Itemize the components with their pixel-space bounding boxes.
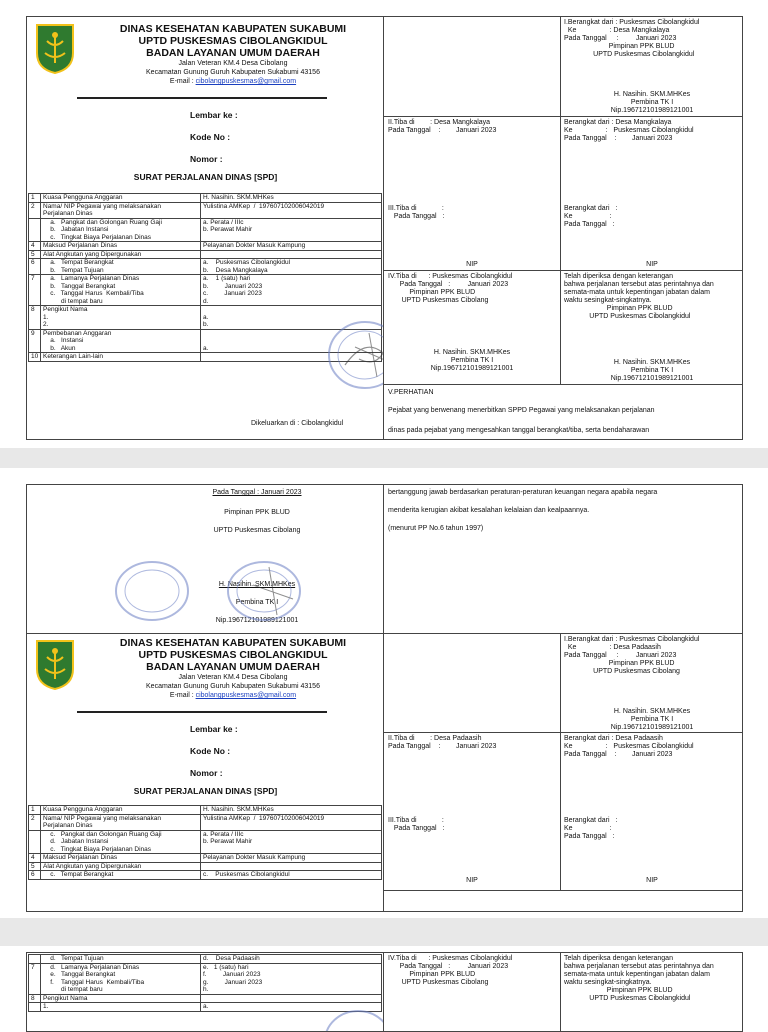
- row-value: [201, 250, 382, 259]
- row-label: c. Pangkat dan Golongan Ruang Gaji d. Jabatan Instansi c. Tingkat Biaya Perjalanan Dinas: [41, 830, 201, 854]
- kode-label: Kode No :: [190, 132, 231, 142]
- row-label: a. Pangkat dan Golongan Ruang Gaji b. Jabatan Instansi c. Tingkat Biaya Perjalanan Dinas: [41, 218, 201, 242]
- table-row: [29, 871, 382, 880]
- section-i-text: I.Berangkat dari : Puskesmas Cibolangkidul Ke : Desa Mangkalaya Pada Tanggal : Januari 2023 Pimpinan PPK BLUD UPTD Puskesmas Cibolangkidul: [564, 19, 700, 58]
- nomor-label: Nomor :: [190, 154, 223, 164]
- responsibility-line-1: bertanggung jawab berdasarkan peraturan-peraturan keuangan negara apabila negara: [388, 489, 658, 496]
- section-ii-right: Berangkat dari : Desa Padaasih Ke : Puskesmas Cibolangkidul Pada Tanggal : Januari 2023: [564, 735, 694, 758]
- header-email: E-mail : cibolangpuskesmas@gmail.com: [169, 78, 297, 85]
- right-column-2: [384, 485, 743, 912]
- row-label: a. Lamanya Perjalanan Dinas b. Tanggal Berangkat c. Tanggal Harus Kembali/Tiba di tempat baru: [41, 275, 201, 306]
- row-label: Alat Angkutan yang Dipergunakan: [41, 250, 201, 259]
- row-number: 6: [29, 259, 41, 275]
- row-value: Yulistina AMKep / 197607102006042019: [201, 814, 382, 830]
- spd-page-3: [26, 952, 743, 1032]
- table-row: [29, 830, 382, 854]
- row-number: 2: [29, 814, 41, 830]
- section-i-signature: H. Nasihin. SKM.MHKes Pembina TK I Nip.196712101989121001: [610, 708, 694, 731]
- responsibility-line-2: menderita kerugian akibat kesalahan kelalaian dan kealpaannya.: [388, 507, 590, 514]
- section-i: [384, 633, 743, 733]
- perhatian-line-1: Pejabat yang berwenang menerbitkan SPPD Pegawai yang melaksanakan perjalanan: [388, 407, 655, 414]
- header-email: E-mail : cibolangpuskesmas@gmail.com: [169, 692, 297, 699]
- row-number: 5: [29, 250, 41, 259]
- continuation-pimpinan: Pimpinan PPK BLUD: [224, 509, 290, 516]
- section-iii-right: Berangkat dari : Ke : Pada Tanggal :: [564, 205, 618, 228]
- section-iv: [384, 271, 743, 385]
- section-ii-right: Berangkat dari : Desa Mangkalaya Ke : Puskesmas Cibolangkidul Pada Tanggal : Januari 2023: [564, 119, 694, 142]
- header-puskesmas: UPTD PUSKESMAS CIBOLANGKIDUL: [138, 649, 328, 661]
- continuation-uptd: UPTD Puskesmas Cibolang: [213, 527, 301, 534]
- section-i-text: I.Berangkat dari : Puskesmas Cibolangkidul Ke : Desa Padaasih Pada Tanggal : Januari 2023 Pimpinan PPK BLUD UPTD Puskesmas Cibolang: [564, 636, 700, 675]
- spd-page-2: [26, 484, 743, 912]
- row-label: Kuasa Pengguna Anggaran: [41, 806, 201, 815]
- continuation-date: Pada Tanggal : Januari 2023: [212, 489, 302, 496]
- row-label: Pengikut Nama: [41, 994, 201, 1003]
- section-ii-iii: [384, 117, 743, 271]
- row-number: 7: [29, 275, 41, 306]
- left-column: [27, 17, 384, 439]
- row-label: Nama/ NIP Pegawai yang melaksanakan Perjalanan Dinas: [41, 202, 201, 218]
- table-row: [29, 250, 382, 259]
- page-gap-2: [0, 918, 768, 946]
- section-i-signature: H. Nasihin. SKM.MHKes Pembina TK I Nip.196712101989121001: [610, 91, 694, 114]
- spd-title: SURAT PERJALANAN DINAS [SPD]: [133, 172, 278, 182]
- official-stamp-icon: [325, 317, 384, 393]
- row-value: [201, 862, 382, 871]
- row-number: 4: [29, 242, 41, 251]
- section-ii-iii: [384, 733, 743, 891]
- row-value: a.: [201, 1003, 382, 1012]
- section-iv-left-signature: H. Nasihin. SKM.MHKes Pembina TK I Nip.196712101989121001: [430, 349, 514, 372]
- row-number: [29, 830, 41, 854]
- continuation-pembina: Pembina TK I: [235, 599, 279, 606]
- left-column-2: [27, 485, 384, 911]
- row-label: Pengikut Nama 1. 2.: [41, 306, 201, 330]
- section-iii-right: Berangkat dari : Ke : Pada Tanggal :: [564, 817, 618, 840]
- row-value: a. b.: [201, 306, 382, 330]
- sukabumi-logo-icon: [35, 639, 75, 691]
- header-agency: DINAS KESEHATAN KABUPATEN SUKABUMI: [119, 637, 347, 649]
- row-value: c. Puskesmas Cibolangkidul: [201, 871, 382, 880]
- spd-table: [28, 805, 382, 880]
- row-number: [29, 218, 41, 242]
- section-iv-right-signature: H. Nasihin. SKM.MHKes Pembina TK I Nip.196712101989121001: [610, 359, 694, 382]
- row-value: d. Desa Padaasih: [201, 955, 382, 964]
- row-label: Nama/ NIP Pegawai yang melaksanakan Perjalanan Dinas: [41, 814, 201, 830]
- header-blud: BADAN LAYANAN UMUM DAERAH: [146, 47, 320, 59]
- section-iii-left: III.Tiba di : Pada Tanggal :: [388, 205, 445, 220]
- official-stamp-icon: [225, 559, 303, 623]
- section-iv-right: Telah diperiksa dengan keterangan bahwa perjalanan tersebut atas perintahnya dan semata-mata untuk kepentingan jabatan dalam waktu sesingkat-singkatnya. Pimpinan PPK BLUD UPTD Puskesmas Cibolangkidul: [564, 955, 714, 1002]
- section-iv-left: IV.Tiba di : Puskesmas Cibolangkidul Pada Tanggal : Januari 2023 Pimpinan PPK BLUD UPTD Puskesmas Cibolang: [388, 955, 513, 986]
- table-row: [29, 955, 382, 964]
- row-value: a. Perata / IIIc b. Perawat Mahir: [201, 830, 382, 854]
- right-column-3: [384, 953, 743, 1032]
- row-value: a. Perata / IIIc b. Perawat Mahir: [201, 218, 382, 242]
- page-gap-1: [0, 448, 768, 468]
- dikeluarkan-di: Dikeluarkan di : Cibolangkidul: [251, 420, 344, 427]
- official-stamp-icon: [323, 1007, 384, 1031]
- nip-left: NIP: [466, 877, 478, 884]
- table-row: [29, 242, 382, 251]
- section-i: [384, 17, 743, 117]
- row-value: [201, 994, 382, 1003]
- continuation-nip: Nip.196712101989121001: [215, 617, 299, 624]
- row-number: [29, 955, 41, 964]
- table-row: [29, 218, 382, 242]
- row-number: 8: [29, 994, 41, 1003]
- email-link[interactable]: cibolangpuskesmas@gmail.com: [195, 692, 297, 699]
- section-iv-right: Telah diperiksa dengan keterangan bahwa perjalanan tersebut atas perintahnya dan semata-mata untuk kepentingan jabatan dalam waktu sesingkat-singkatnya. Pimpinan PPK BLUD UPTD Puskesmas Cibolangkidul: [564, 273, 714, 320]
- row-number: 4: [29, 854, 41, 863]
- table-row: [29, 994, 382, 1003]
- row-label: Kuasa Pengguna Anggaran: [41, 194, 201, 203]
- spd-title: SURAT PERJALANAN DINAS [SPD]: [133, 786, 278, 796]
- left-column-3: [27, 953, 384, 1031]
- header-rule: [77, 97, 327, 99]
- header-agency: DINAS KESEHATAN KABUPATEN SUKABUMI: [119, 23, 347, 35]
- sukabumi-logo-icon: [35, 23, 75, 75]
- nip-left: NIP: [466, 261, 478, 268]
- row-label: Alat Angkutan yang Dipergunakan: [41, 862, 201, 871]
- row-number: 10: [29, 353, 41, 362]
- official-stamp-icon: [113, 559, 191, 623]
- header-puskesmas: UPTD PUSKESMAS CIBOLANGKIDUL: [138, 35, 328, 47]
- row-number: 7: [29, 963, 41, 994]
- row-label: 1.: [41, 1003, 201, 1012]
- row-label: d. Lamanya Perjalanan Dinas e. Tanggal Berangkat f. Tanggal Harus Kembali/Tiba di tempat baru: [41, 963, 201, 994]
- table-row: [29, 854, 382, 863]
- row-value: a. Puskesmas Cibolangkidul b. Desa Mangkalaya: [201, 259, 382, 275]
- row-label: d. Tempat Tujuan: [41, 955, 201, 964]
- right-column: [384, 17, 743, 440]
- nip-right: NIP: [646, 261, 658, 268]
- row-label: Maksud Perjalanan Dinas: [41, 242, 201, 251]
- row-label: a. Tempat Berangkat b. Tempat Tujuan: [41, 259, 201, 275]
- section-ii-left: II.Tiba di : Desa Padaasih Pada Tanggal : Januari 2023: [388, 735, 497, 750]
- lembar-label: Lembar ke :: [190, 724, 238, 734]
- table-row: [29, 963, 382, 994]
- header-blud: BADAN LAYANAN UMUM DAERAH: [146, 661, 320, 673]
- row-value: H. Nasihin. SKM.MHKes: [201, 194, 382, 203]
- row-label: Keterangan Lain-lain: [41, 353, 201, 362]
- table-row: [29, 862, 382, 871]
- regulation-reference: (menurut PP No.6 tahun 1997): [388, 525, 484, 532]
- section-ii-left: II.Tiba di : Desa Mangkalaya Pada Tanggal : Januari 2023: [388, 119, 497, 134]
- nomor-label: Nomor :: [190, 768, 223, 778]
- header-address-1: Jalan Veteran KM.4 Desa Cibolang: [178, 674, 288, 681]
- row-number: 1: [29, 194, 41, 203]
- row-number: 2: [29, 202, 41, 218]
- spd-page-1: [26, 16, 743, 440]
- table-row: [29, 806, 382, 815]
- table-row: [29, 814, 382, 830]
- header-address-1: Jalan Veteran KM.4 Desa Cibolang: [178, 60, 288, 67]
- row-value: Pelayanan Dokter Masuk Kampung: [201, 242, 382, 251]
- row-value: H. Nasihin. SKM.MHKes: [201, 806, 382, 815]
- row-number: 8: [29, 306, 41, 330]
- row-value: Yulistina AMKep / 197607102006042019: [201, 202, 382, 218]
- row-value: e. 1 (satu) hari f. Januari 2023 g. Januari 2023 h.: [201, 963, 382, 994]
- table-row: [29, 194, 382, 203]
- row-value: Pelayanan Dokter Masuk Kampung: [201, 854, 382, 863]
- section-iv-left: IV.Tiba di : Puskesmas Cibolangkidul Pada Tanggal : Januari 2023 Pimpinan PPK BLUD UPTD Puskesmas Cibolang: [388, 273, 513, 304]
- row-label: c. Tempat Berangkat: [41, 871, 201, 880]
- row-value: a.: [201, 329, 382, 353]
- table-row: [29, 202, 382, 218]
- kode-label: Kode No :: [190, 746, 231, 756]
- perhatian-title: V.PERHATIAN: [388, 389, 434, 396]
- row-number: 6: [29, 871, 41, 880]
- row-number: 5: [29, 862, 41, 871]
- section-iii-left: III.Tiba di : Pada Tanggal :: [388, 817, 445, 832]
- header-rule: [77, 711, 327, 713]
- perhatian-line-2: dinas pada pejabat yang mengesahkan tanggal berangkat/tiba, serta bendaharawan: [388, 427, 650, 434]
- row-label: Maksud Perjalanan Dinas: [41, 854, 201, 863]
- email-link[interactable]: cibolangpuskesmas@gmail.com: [195, 78, 297, 85]
- row-number: 9: [29, 329, 41, 353]
- row-label: Pembebanan Anggaran a. Instansi b. Akun: [41, 329, 201, 353]
- header-address-2: Kecamatan Gunung Guruh Kabupaten Sukabumi 43156: [146, 683, 320, 690]
- nip-right: NIP: [646, 877, 658, 884]
- row-number: 1: [29, 806, 41, 815]
- spd-table: [28, 954, 382, 1012]
- row-number: [29, 1003, 41, 1012]
- lembar-label: Lembar ke :: [190, 110, 238, 120]
- table-row: [29, 275, 382, 306]
- continuation-signature-name: H. Nasihin. SKM.MHKes: [218, 581, 296, 588]
- row-value: a. 1 (satu) hari b. Januari 2023 c. Januari 2023 d.: [201, 275, 382, 306]
- header-address-2: Kecamatan Gunung Guruh Kabupaten Sukabumi 43156: [146, 69, 320, 76]
- table-row: [29, 259, 382, 275]
